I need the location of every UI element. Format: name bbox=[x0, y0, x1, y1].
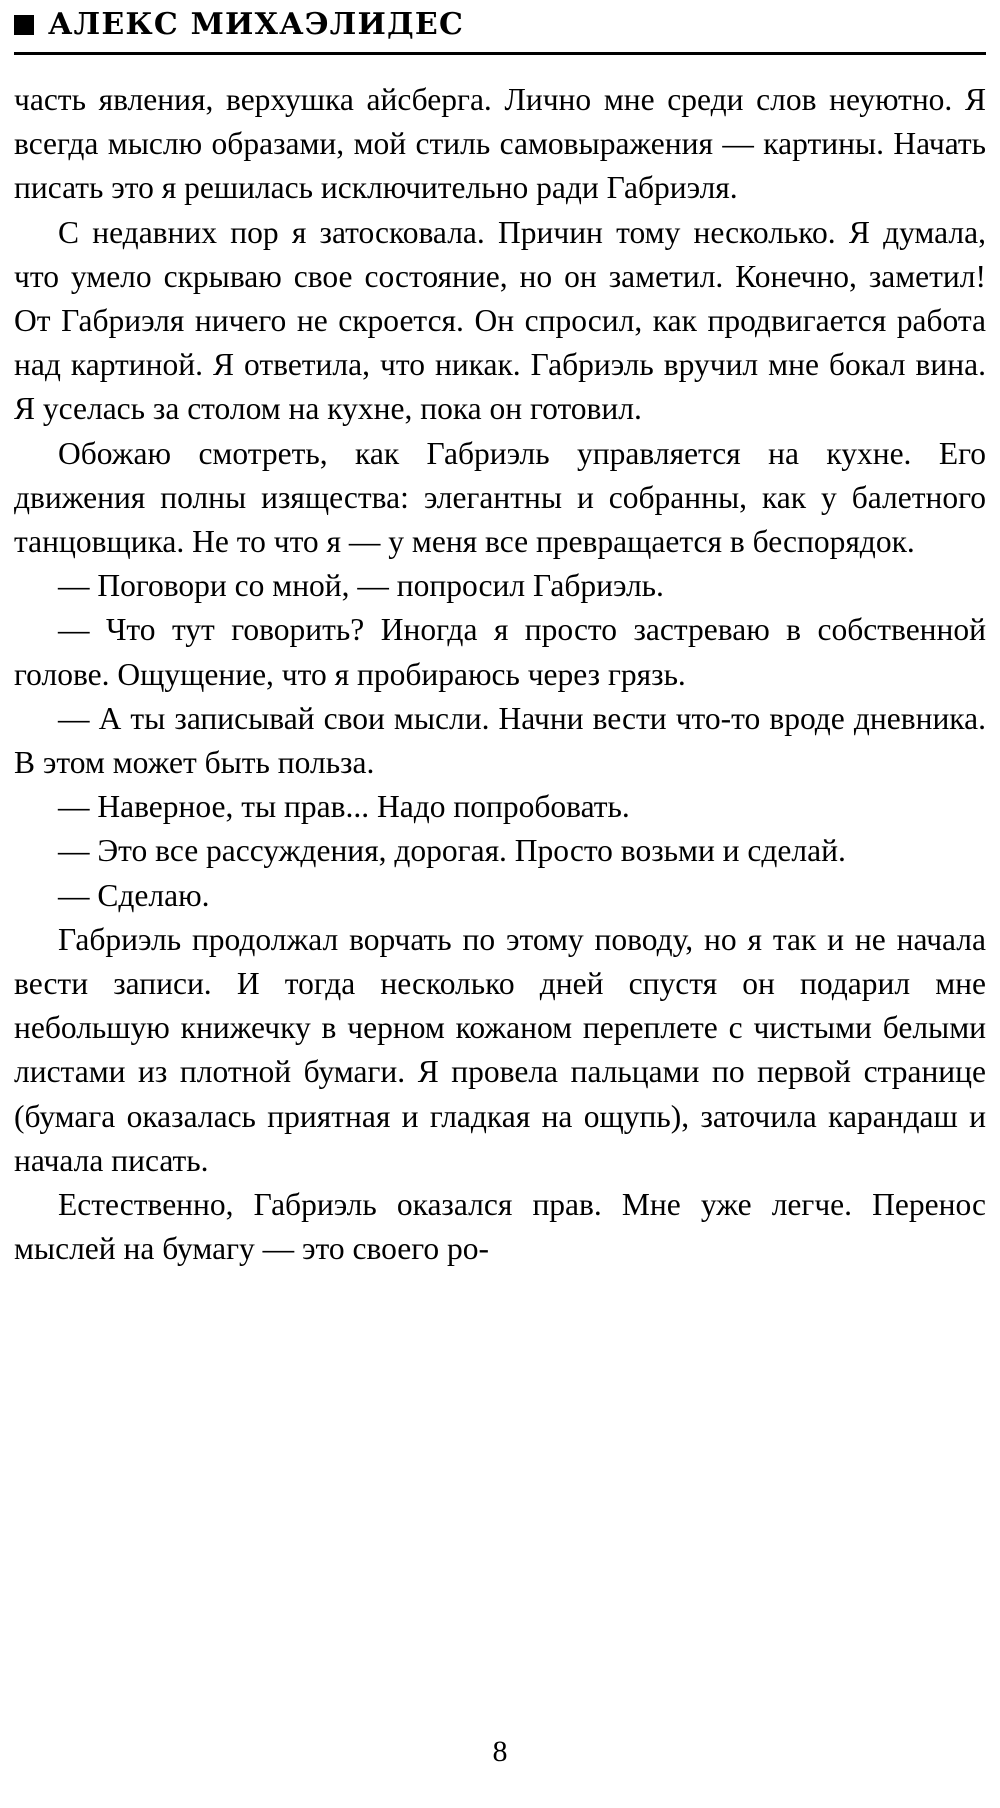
paragraph: — А ты записывай свои мысли. Начни вести что-то вроде дневника. В этом может быть польза. bbox=[14, 700, 986, 781]
page-number: 8 bbox=[492, 1735, 508, 1768]
paragraph: Габриэль продолжал ворчать по этому поводу, но я так и не начала вести записи. И тогда несколько дней спустя он подарил мне небольшую книжечку в черном кожаном переплете с чистыми белыми листами из плотной бумаги. Я провела пальцами по первой странице (бумага оказалась приятная и гладкая на ощупь), заточила карандаш и начала писать. bbox=[14, 921, 986, 1178]
paragraph: Естественно, Габриэль оказался прав. Мне уже легче. Перенос мыслей на бумагу — это своего ро- bbox=[14, 1187, 986, 1267]
paragraph: — Что тут говорить? Иногда я просто застреваю в собственной голове. Ощущение, что я пробираюсь через грязь. bbox=[14, 612, 986, 692]
running-header bbox=[14, 7, 986, 42]
paragraph: — Сделаю. bbox=[58, 877, 210, 913]
paragraph: — Наверное, ты прав... Надо попробовать. bbox=[58, 789, 630, 825]
header-divider bbox=[14, 52, 986, 55]
paragraph: Обожаю смотреть, как Габриэль управляется на кухне. Его движения полны изящества: элегантны и собранны, как у балетного танцовщика. Не то что я — у меня все превращается в беспорядок. bbox=[14, 435, 986, 560]
paragraph: С недавних пор я затосковала. Причин тому несколько. Я думала, что умело скрываю свое состояние, но он заметил. Конечно, заметил! От Габриэля ничего не скроется. Он спросил, как продвигается работа над картиной. Я ответила, что никак. Габриэль вручил мне бокал вина. Я уселась за столом на кухне, пока он готовил. bbox=[14, 214, 986, 427]
paragraph: — Поговори со мной, — попросил Габриэль. bbox=[58, 568, 664, 604]
page-body bbox=[14, 78, 986, 1271]
running-title: АЛЕКС МИХАЭЛИДЕС bbox=[48, 7, 465, 42]
paragraph: часть явления, верхушка айсберга. Лично мне среди слов неуютно. Я всегда мыслю образами, мой стиль самовыражения — картины. Начать писать это я решилась исключительно ради Габриэля. bbox=[14, 82, 986, 206]
paragraph: — Это все рассуждения, дорогая. Просто возьми и сделай. bbox=[58, 833, 846, 869]
square-mark-icon bbox=[14, 15, 34, 35]
